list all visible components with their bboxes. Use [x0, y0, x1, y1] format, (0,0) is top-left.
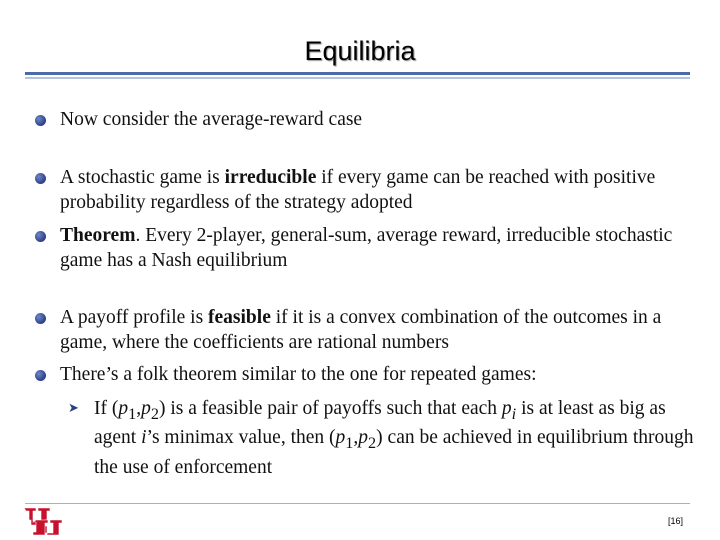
math-subscript: i [511, 404, 517, 423]
text-run: is at least as big as agent [94, 398, 666, 449]
math-subscript: 1 [128, 404, 137, 423]
bullet-dot-icon [35, 173, 46, 184]
bullet-text [60, 225, 672, 271]
sub-bullet-text [94, 398, 694, 478]
bullet-dot-icon [35, 313, 46, 324]
bullet-item [60, 306, 700, 355]
math-variable: p [335, 427, 346, 449]
sub-bullet-item [68, 397, 694, 480]
text-run: There’s a folk theorem similar to the one for repeated games: [60, 364, 537, 385]
bullet-dot-icon [35, 231, 46, 242]
text-run: ’s minimax value, then ( [146, 427, 336, 449]
text-run: , [136, 398, 142, 419]
text-run: , [353, 427, 359, 449]
text-run: if it is a convex combination of the outcomes in a game, where the coefficients are rational numbers [60, 307, 662, 353]
title-underline-light [25, 77, 690, 79]
text-run: If ( [94, 398, 119, 419]
bullet-text [60, 364, 536, 385]
bullet-text [60, 109, 362, 130]
text-run: ) can be achieved in equilibrium through the use of enforcement [94, 427, 694, 478]
bullet-text [60, 307, 661, 353]
bold-term: irreducible [224, 167, 317, 188]
arrow-bullet-icon: ➤ [68, 401, 79, 416]
text-run: A stochastic game is [60, 167, 225, 188]
footer-divider [25, 503, 690, 504]
text-run: A payoff profile is [60, 307, 209, 328]
text-run: Now consider the average-reward case [60, 109, 363, 130]
math-subscript: 2 [368, 434, 377, 453]
math-subscript: 2 [150, 404, 159, 423]
bullet-item [60, 224, 700, 273]
uh-logo-icon [22, 506, 68, 538]
text-run: if every game can be reached with positive probability regardless of the strategy adopted [60, 167, 656, 213]
bold-term: Theorem [60, 225, 136, 246]
math-variable: p [141, 398, 151, 419]
bullet-item [60, 108, 700, 133]
bullet-item [60, 363, 700, 388]
text-run: ) is a feasible pair of payoffs such that each [158, 398, 502, 419]
math-variable: i [141, 427, 147, 449]
bold-term: feasible [208, 307, 271, 328]
slide-title: Equilibria [304, 36, 416, 66]
bullet-item [60, 166, 700, 215]
bullet-dot-icon [35, 115, 46, 126]
math-subscript: 1 [345, 434, 354, 453]
bullet-text [60, 167, 655, 213]
math-variable: p [118, 398, 129, 419]
math-variable: p [501, 398, 512, 419]
page-number: [16] [668, 516, 684, 526]
bullet-dot-icon [35, 370, 46, 381]
text-run: . Every 2-player, general-sum, average reward, irreducible stochastic game has a Nash equilibrium [60, 225, 673, 271]
title-underline [25, 72, 690, 75]
math-variable: p [358, 427, 369, 449]
